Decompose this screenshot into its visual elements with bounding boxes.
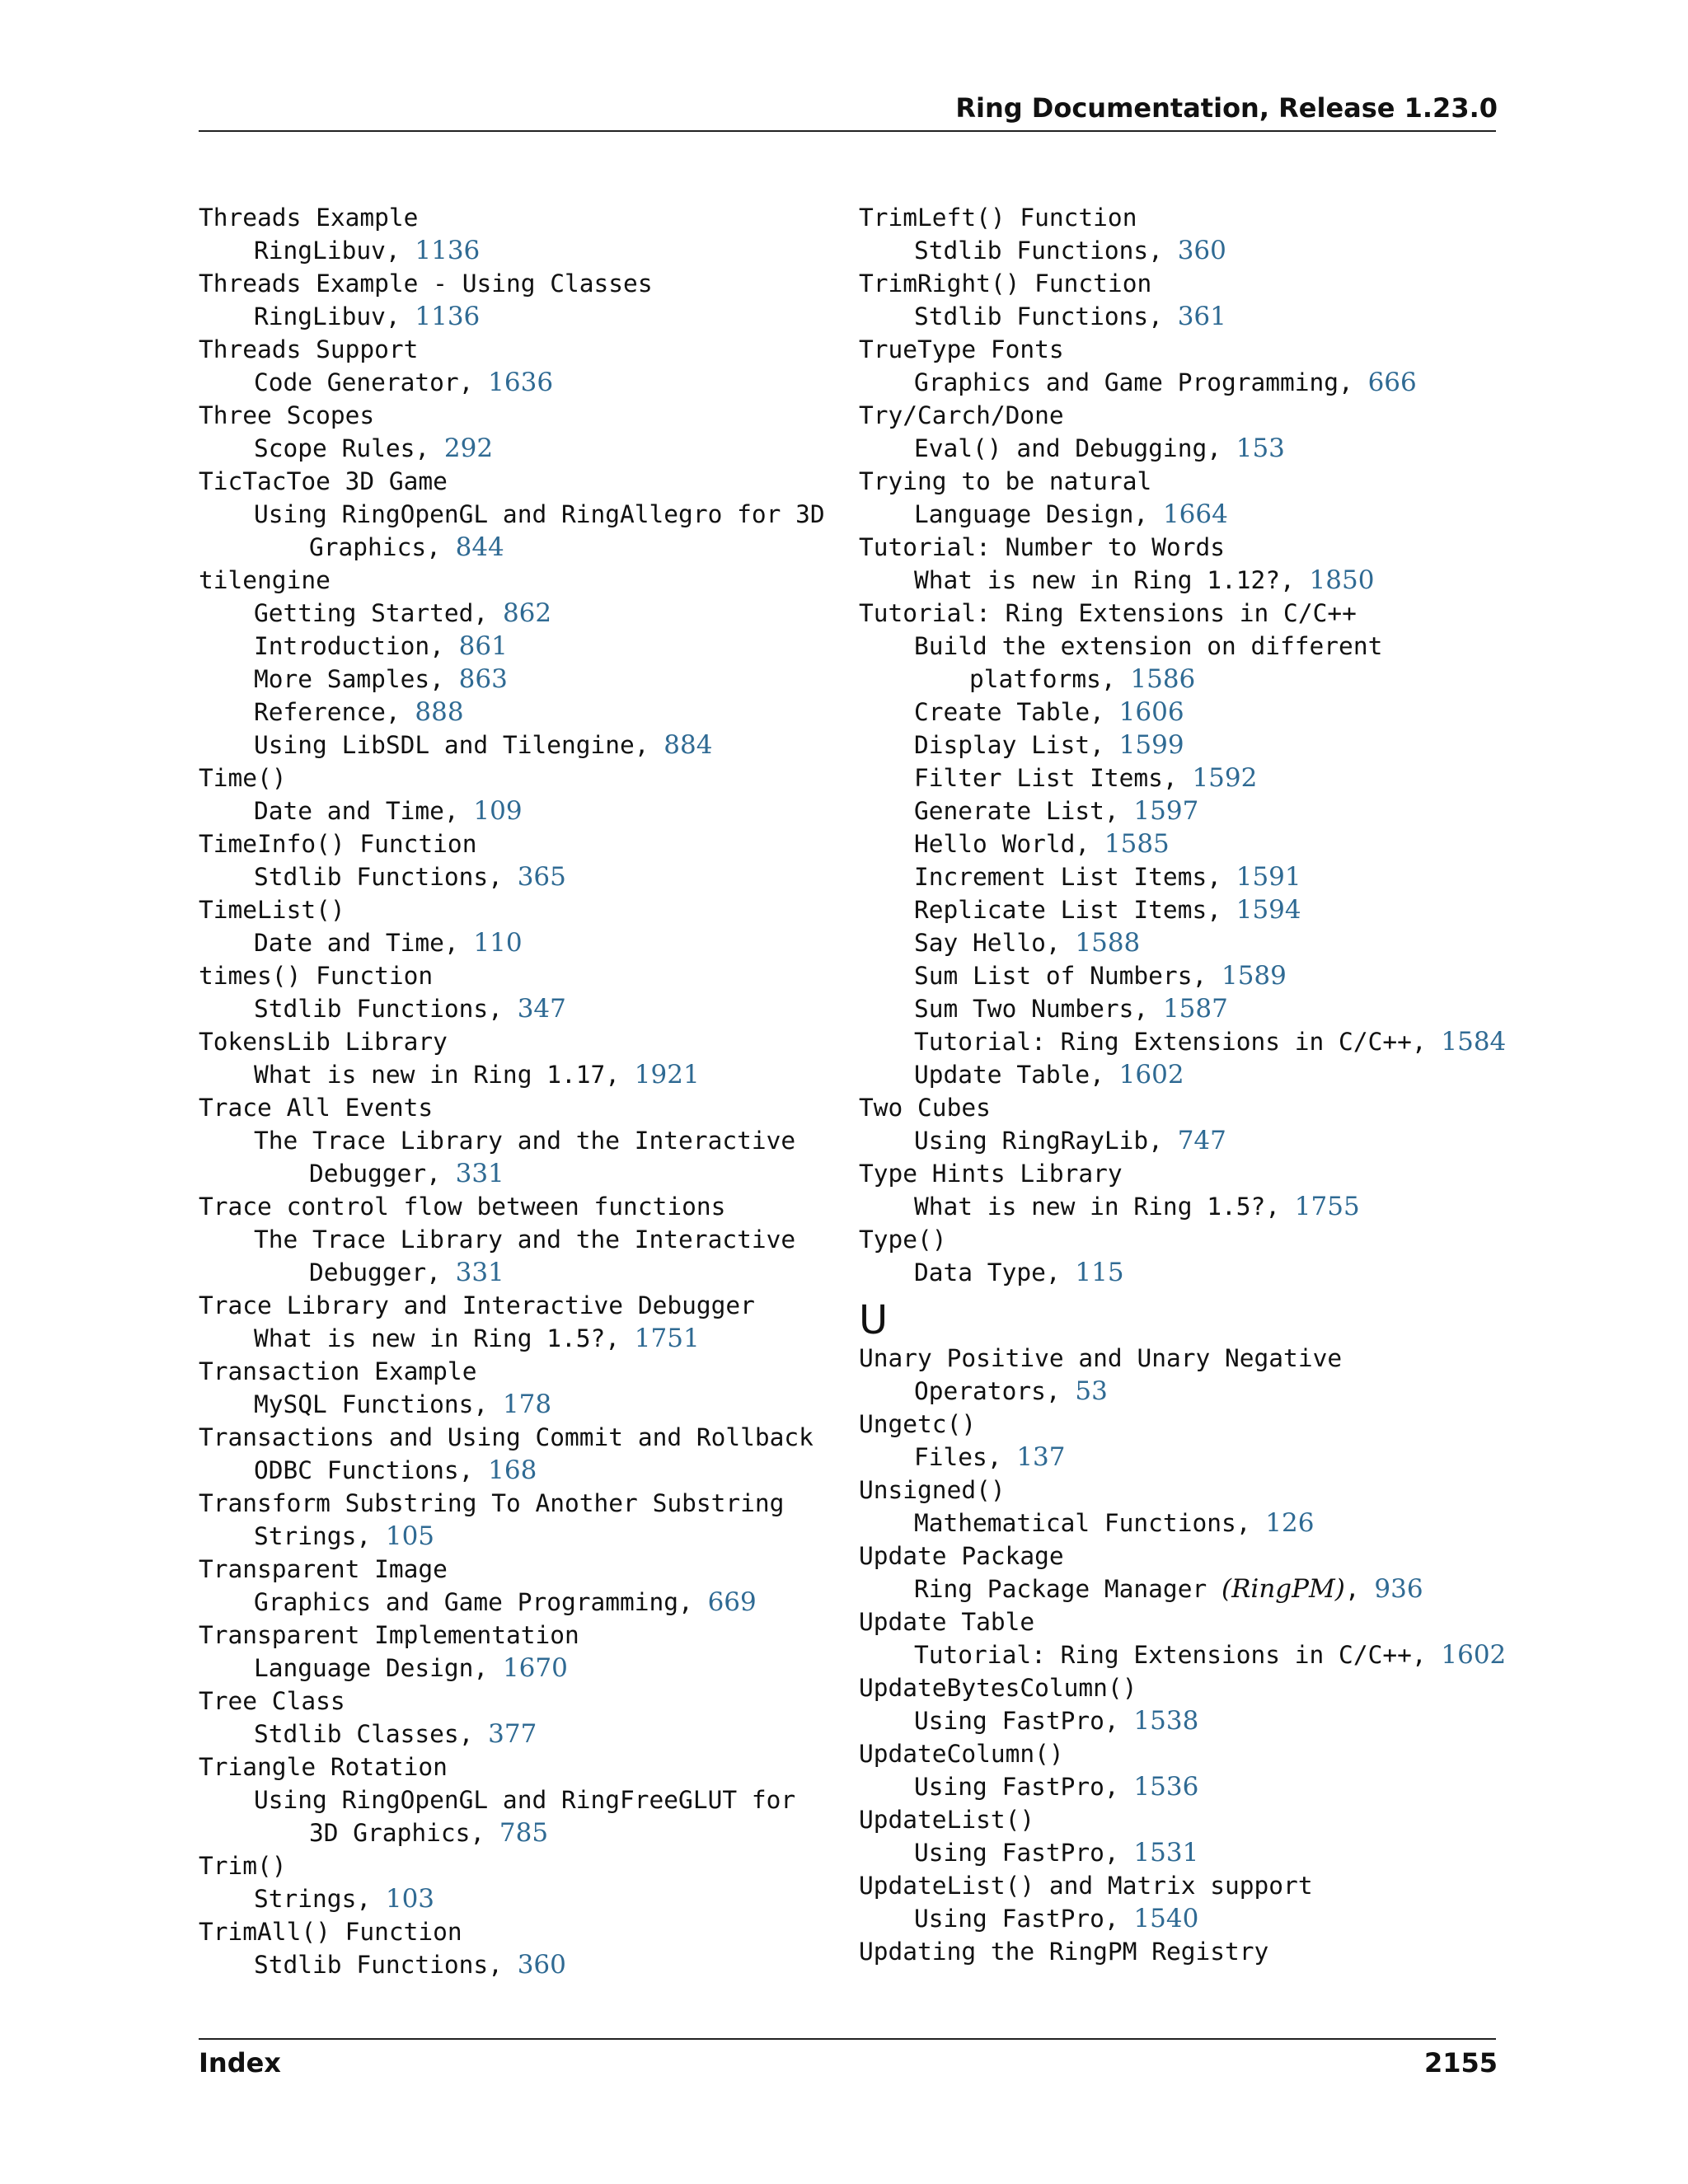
index-term bbox=[859, 1540, 1502, 1572]
index-term bbox=[199, 465, 842, 498]
page-number-link[interactable]: 1536 bbox=[1133, 1772, 1199, 1802]
page-number-link[interactable]: 331 bbox=[455, 1159, 504, 1188]
page-number-link[interactable]: 105 bbox=[385, 1521, 435, 1551]
page-number-link[interactable]: 884 bbox=[663, 730, 713, 760]
entry-text: Language Design, bbox=[914, 500, 1163, 528]
index-subentry bbox=[859, 794, 1502, 827]
page-number-link[interactable]: 1591 bbox=[1236, 862, 1301, 892]
page-number-link[interactable]: 137 bbox=[1016, 1442, 1066, 1472]
entry-text: Stdlib Functions, bbox=[914, 237, 1178, 265]
index-term bbox=[859, 1671, 1502, 1704]
index-term bbox=[199, 201, 842, 234]
page-number-link[interactable]: 1585 bbox=[1104, 829, 1170, 859]
index-term bbox=[199, 959, 842, 992]
page-number-link[interactable]: 1588 bbox=[1075, 928, 1141, 958]
page-number-link[interactable]: 888 bbox=[415, 697, 464, 727]
entry-text: Update Package bbox=[859, 1542, 1064, 1570]
index-subentry bbox=[199, 1322, 842, 1355]
page-number-link[interactable]: 1538 bbox=[1133, 1706, 1199, 1736]
index-subentry-continuation bbox=[859, 663, 1502, 696]
index-subentry bbox=[859, 366, 1502, 399]
entry-text: Trace Library and Interactive Debugger bbox=[199, 1291, 755, 1319]
entry-text: Stdlib Functions, bbox=[914, 302, 1178, 330]
entry-text: Tutorial: Ring Extensions in C/C++, bbox=[914, 1641, 1442, 1669]
page-number-link[interactable]: 785 bbox=[499, 1818, 549, 1848]
entry-text: Sum Two Numbers, bbox=[914, 995, 1163, 1023]
page-number-link[interactable]: 862 bbox=[502, 598, 552, 628]
entry-text: Updating the RingPM Registry bbox=[859, 1938, 1269, 1966]
entry-text: TimeInfo() Function bbox=[199, 830, 477, 858]
entry-text: Threads Support bbox=[199, 335, 419, 363]
page-number-link[interactable]: 1587 bbox=[1162, 994, 1228, 1024]
index-subentry bbox=[859, 1124, 1502, 1157]
entry-text: Stdlib Functions, bbox=[254, 995, 518, 1023]
index-term bbox=[199, 333, 842, 366]
entry-text: TrimAll() Function bbox=[199, 1918, 462, 1946]
entry-text: Mathematical Functions, bbox=[914, 1509, 1266, 1537]
index-subentry bbox=[199, 1388, 842, 1421]
page-number-link[interactable]: 365 bbox=[517, 862, 566, 892]
entry-text: The Trace Library and the Interactive bbox=[254, 1127, 796, 1155]
entry-text: More Samples, bbox=[254, 665, 459, 693]
entry-text: ODBC Functions, bbox=[254, 1456, 489, 1484]
index-subentry-continuation bbox=[199, 531, 842, 564]
index-subentry bbox=[859, 234, 1502, 267]
page-number-link[interactable]: 110 bbox=[473, 928, 523, 958]
entry-text: RingLibuv, bbox=[254, 302, 415, 330]
entry-text: Stdlib Functions, bbox=[254, 1951, 518, 1979]
index-term bbox=[199, 1619, 842, 1652]
index-subentry bbox=[859, 1058, 1502, 1091]
index-term bbox=[199, 893, 842, 926]
page-number-link[interactable]: 1921 bbox=[634, 1060, 700, 1090]
entry-text: What is new in Ring 1.12?, bbox=[914, 566, 1310, 594]
index-subentry bbox=[199, 696, 842, 729]
index-term bbox=[859, 1091, 1502, 1124]
index-term bbox=[199, 827, 842, 860]
index-subentry bbox=[199, 729, 842, 762]
running-header-title: Ring Documentation, Release 1.23.0 bbox=[955, 92, 1498, 124]
entry-text: Type Hints Library bbox=[859, 1160, 1123, 1188]
index-subentry-continuation bbox=[199, 1157, 842, 1190]
index-subentry bbox=[859, 630, 1502, 663]
entry-text: Using RingOpenGL and RingFreeGLUT for bbox=[254, 1786, 796, 1814]
entry-text: TokensLib Library bbox=[199, 1028, 448, 1056]
index-subentry bbox=[199, 366, 842, 399]
entry-text: Unsigned() bbox=[859, 1476, 1006, 1504]
entry-text: RingLibuv, bbox=[254, 237, 415, 265]
index-term bbox=[199, 1421, 842, 1454]
entry-text: Two Cubes bbox=[859, 1094, 991, 1122]
page-number-link[interactable]: 936 bbox=[1374, 1574, 1423, 1604]
index-subentry bbox=[859, 300, 1502, 333]
entry-text: Update Table bbox=[859, 1608, 1035, 1636]
entry-text: Introduction, bbox=[254, 632, 459, 660]
index-term bbox=[859, 1157, 1502, 1190]
index-subentry bbox=[859, 1902, 1502, 1935]
entry-text: Operators, bbox=[914, 1377, 1076, 1405]
index-term bbox=[859, 1342, 1502, 1375]
entry-text: Replicate List Items, bbox=[914, 896, 1236, 924]
index-subentry bbox=[859, 926, 1502, 959]
index-subentry bbox=[859, 564, 1502, 597]
index-term bbox=[199, 1289, 842, 1322]
entry-text: Code Generator, bbox=[254, 368, 489, 396]
index-column-right bbox=[859, 201, 1507, 1968]
entry-text: Using RingRayLib, bbox=[914, 1127, 1178, 1155]
page-number-link[interactable]: 1594 bbox=[1236, 895, 1301, 925]
page-number-link[interactable]: 103 bbox=[385, 1884, 435, 1914]
page-number-link[interactable]: 168 bbox=[488, 1455, 537, 1485]
index-subentry bbox=[199, 1718, 842, 1750]
index-subentry bbox=[199, 630, 842, 663]
index-subentry bbox=[859, 1572, 1502, 1605]
entry-text: Transaction Example bbox=[199, 1357, 477, 1385]
page-number-link[interactable]: 1589 bbox=[1221, 961, 1287, 991]
entry-text: Debugger, bbox=[309, 1160, 456, 1188]
page-number-link[interactable]: 1599 bbox=[1118, 730, 1184, 760]
index-subentry bbox=[859, 729, 1502, 762]
entry-text: UpdateBytesColumn() bbox=[859, 1674, 1137, 1702]
index-subentry bbox=[859, 432, 1502, 465]
page-number-link[interactable]: 1136 bbox=[415, 236, 481, 265]
entry-text: Reference, bbox=[254, 698, 415, 726]
entry-text: Eval() and Debugging, bbox=[914, 434, 1236, 462]
entry-text: Using FastPro, bbox=[914, 1905, 1134, 1933]
entry-text: Threads Example - Using Classes bbox=[199, 269, 653, 298]
index-subentry bbox=[199, 663, 842, 696]
index-subentry bbox=[859, 1507, 1502, 1540]
entry-text: Scope Rules, bbox=[254, 434, 444, 462]
index-term bbox=[199, 1849, 842, 1882]
index-subentry bbox=[859, 1441, 1502, 1474]
index-column-left bbox=[199, 201, 842, 1981]
index-letter-heading: U bbox=[859, 1297, 889, 1343]
entry-separator: , bbox=[1344, 1575, 1375, 1603]
page-number-link[interactable]: 1636 bbox=[488, 368, 554, 397]
page-number-link[interactable]: 347 bbox=[517, 994, 566, 1024]
index-term bbox=[859, 1474, 1502, 1507]
page-number-link[interactable]: 669 bbox=[707, 1587, 757, 1617]
entry-text: Sum List of Numbers, bbox=[914, 962, 1221, 990]
page-number-link[interactable]: 377 bbox=[488, 1719, 537, 1749]
entry-text: Trace All Events bbox=[199, 1094, 434, 1122]
entry-text: Ungetc() bbox=[859, 1410, 977, 1438]
index-subentry bbox=[199, 926, 842, 959]
index-subentry bbox=[199, 860, 842, 893]
entry-text: Generate List, bbox=[914, 797, 1134, 825]
entry-text: times() Function bbox=[199, 962, 434, 990]
entry-text: tilengine bbox=[199, 566, 331, 594]
page-number-link[interactable]: 360 bbox=[1177, 236, 1226, 265]
index-subentry bbox=[859, 992, 1502, 1025]
index-term bbox=[199, 1487, 842, 1520]
entry-text: Using RingOpenGL and RingAllegro for 3D bbox=[254, 500, 825, 528]
entry-text: 3D Graphics, bbox=[309, 1819, 499, 1847]
page-number-link[interactable]: 844 bbox=[455, 532, 504, 562]
entry-text: Filter List Items, bbox=[914, 764, 1193, 792]
index-subentry bbox=[859, 498, 1502, 531]
entry-text: What is new in Ring 1.5?, bbox=[914, 1193, 1295, 1221]
index-term bbox=[199, 1685, 842, 1718]
entry-text: Say Hello, bbox=[914, 929, 1076, 957]
page-number-link[interactable]: 1586 bbox=[1130, 664, 1196, 694]
index-subentry bbox=[199, 1783, 842, 1816]
page-number-link[interactable]: 1606 bbox=[1118, 697, 1184, 727]
entry-text: Transform Substring To Another Substring bbox=[199, 1489, 785, 1517]
entry-text: MySQL Functions, bbox=[254, 1390, 503, 1418]
index-subentry bbox=[199, 234, 842, 267]
index-subentry bbox=[199, 1882, 842, 1915]
index-subentry-continuation bbox=[199, 1256, 842, 1289]
index-subentry bbox=[199, 794, 842, 827]
index-term bbox=[199, 1091, 842, 1124]
entry-text: Hello World, bbox=[914, 830, 1104, 858]
page-number-link[interactable]: 109 bbox=[473, 796, 523, 826]
entry-text: Date and Time, bbox=[254, 797, 474, 825]
entry-text: What is new in Ring 1.5?, bbox=[254, 1324, 635, 1352]
index-subentry bbox=[199, 432, 842, 465]
page-number-link[interactable]: 1592 bbox=[1192, 763, 1258, 793]
index-term bbox=[859, 597, 1502, 630]
index-subentry bbox=[199, 300, 842, 333]
index-term bbox=[859, 1223, 1502, 1256]
entry-text: Trying to be natural bbox=[859, 467, 1152, 495]
index-term bbox=[859, 1737, 1502, 1770]
entry-text: Date and Time, bbox=[254, 929, 474, 957]
index-subentry bbox=[859, 1770, 1502, 1803]
entry-text: Create Table, bbox=[914, 698, 1119, 726]
entry-italic-text: (RingPM) bbox=[1221, 1574, 1345, 1604]
index-subentry bbox=[199, 597, 842, 630]
entry-text: Stdlib Classes, bbox=[254, 1720, 489, 1748]
index-term bbox=[199, 762, 842, 794]
entry-text: Transparent Image bbox=[199, 1555, 448, 1583]
entry-text: The Trace Library and the Interactive bbox=[254, 1226, 796, 1254]
entry-text: UpdateList() bbox=[859, 1806, 1035, 1834]
entry-text: Stdlib Functions, bbox=[254, 863, 518, 891]
entry-text: TimeList() bbox=[199, 896, 345, 924]
entry-text: Using FastPro, bbox=[914, 1773, 1134, 1801]
index-term bbox=[859, 1605, 1502, 1638]
index-subentry bbox=[859, 860, 1502, 893]
index-term bbox=[859, 201, 1502, 234]
index-subentry bbox=[199, 1058, 842, 1091]
entry-text: Tutorial: Ring Extensions in C/C++, bbox=[914, 1028, 1442, 1056]
entry-text: Three Scopes bbox=[199, 401, 375, 429]
entry-text: Display List, bbox=[914, 731, 1119, 759]
entry-text: Try/Carch/Done bbox=[859, 401, 1064, 429]
entry-text: Tree Class bbox=[199, 1687, 345, 1715]
footer-page-number: 2155 bbox=[1423, 2047, 1498, 2079]
entry-text: Graphics and Game Programming, bbox=[254, 1588, 708, 1616]
index-subentry bbox=[199, 1586, 842, 1619]
entry-text: Using FastPro, bbox=[914, 1839, 1134, 1867]
page-number-link[interactable]: 1670 bbox=[502, 1653, 568, 1683]
index-subentry bbox=[199, 1454, 842, 1487]
entry-text: Graphics, bbox=[309, 533, 456, 561]
entry-text: Data Type, bbox=[914, 1258, 1076, 1286]
page-number-link[interactable]: 1540 bbox=[1133, 1904, 1199, 1933]
index-subentry bbox=[199, 1124, 842, 1157]
entry-text: Transactions and Using Commit and Rollback bbox=[199, 1423, 814, 1451]
page-number-link[interactable]: 292 bbox=[443, 434, 494, 463]
index-subentry bbox=[859, 1704, 1502, 1737]
index-term bbox=[199, 564, 842, 597]
entry-text: Threads Example bbox=[199, 204, 419, 232]
index-subentry bbox=[199, 1652, 842, 1685]
entry-text: What is new in Ring 1.17, bbox=[254, 1061, 635, 1089]
entry-text: Strings, bbox=[254, 1522, 386, 1550]
entry-text: Trim() bbox=[199, 1852, 287, 1880]
page-number-link[interactable]: 1664 bbox=[1162, 499, 1228, 529]
entry-text: Graphics and Game Programming, bbox=[914, 368, 1368, 396]
index-term bbox=[859, 1803, 1502, 1836]
page-number-link[interactable]: 361 bbox=[1177, 302, 1226, 331]
page-number-link[interactable]: 747 bbox=[1177, 1126, 1226, 1155]
page-number-link[interactable]: 331 bbox=[455, 1258, 504, 1287]
index-subentry bbox=[859, 893, 1502, 926]
page-number-link[interactable]: 1597 bbox=[1133, 796, 1199, 826]
index-term bbox=[199, 1553, 842, 1586]
page-number-link[interactable]: 1602 bbox=[1441, 1640, 1507, 1670]
entry-text: Ring Package Manager bbox=[914, 1575, 1221, 1603]
footer-section-label: Index bbox=[199, 2047, 281, 2079]
entry-text: Update Table, bbox=[914, 1061, 1119, 1089]
page-number-link[interactable]: 1531 bbox=[1133, 1838, 1199, 1868]
index-term bbox=[859, 399, 1502, 432]
page-number-link[interactable]: 178 bbox=[502, 1390, 552, 1419]
index-subentry bbox=[199, 1520, 842, 1553]
entry-text: TrueType Fonts bbox=[859, 335, 1064, 363]
entry-text: TrimLeft() Function bbox=[859, 204, 1137, 232]
index-subentry bbox=[859, 827, 1502, 860]
index-subentry bbox=[859, 959, 1502, 992]
index-subentry bbox=[199, 498, 842, 531]
page-number-link[interactable]: 1602 bbox=[1118, 1060, 1184, 1090]
page-number-link[interactable]: 1584 bbox=[1441, 1027, 1507, 1057]
page-number-link[interactable]: 1755 bbox=[1294, 1192, 1360, 1221]
page-number-link[interactable]: 1850 bbox=[1309, 565, 1375, 595]
entry-text: Time() bbox=[199, 764, 287, 792]
index-subentry bbox=[859, 696, 1502, 729]
entry-text: Tutorial: Ring Extensions in C/C++ bbox=[859, 599, 1357, 627]
entry-text: Getting Started, bbox=[254, 599, 503, 627]
entry-text: Increment List Items, bbox=[914, 863, 1236, 891]
index-subentry bbox=[199, 1948, 842, 1981]
entry-text: Type() bbox=[859, 1226, 947, 1254]
index-subentry bbox=[199, 992, 842, 1025]
index-term bbox=[199, 267, 842, 300]
entry-text: Transparent Implementation bbox=[199, 1621, 579, 1649]
page-number-link[interactable]: 360 bbox=[517, 1950, 566, 1980]
index-subentry bbox=[199, 1223, 842, 1256]
page-number-link[interactable]: 1751 bbox=[634, 1324, 700, 1353]
entry-text: TicTacToe 3D Game bbox=[199, 467, 448, 495]
entry-text: Trace control flow between functions bbox=[199, 1193, 726, 1221]
index-term bbox=[859, 333, 1502, 366]
entry-text: Files, bbox=[914, 1443, 1017, 1471]
index-subentry bbox=[859, 1256, 1502, 1289]
entry-text: Language Design, bbox=[254, 1654, 503, 1682]
index-term bbox=[199, 399, 842, 432]
header-rule bbox=[199, 130, 1496, 132]
page-number-link[interactable]: 666 bbox=[1367, 368, 1417, 397]
index-subentry bbox=[859, 1025, 1507, 1058]
index-subentry-continuation bbox=[199, 1816, 842, 1849]
index-term bbox=[199, 1355, 842, 1388]
index-term bbox=[199, 1190, 842, 1223]
page-number-link[interactable]: 863 bbox=[458, 664, 508, 694]
index-term bbox=[859, 1869, 1502, 1902]
footer-rule bbox=[199, 2038, 1496, 2040]
index-term bbox=[859, 1408, 1502, 1441]
index-subentry bbox=[859, 1638, 1507, 1671]
index-term bbox=[859, 531, 1502, 564]
entry-text: platforms, bbox=[969, 665, 1131, 693]
index-term bbox=[859, 465, 1502, 498]
entry-text: Strings, bbox=[254, 1885, 386, 1913]
entry-text: Build the extension on different bbox=[914, 632, 1383, 660]
index-term bbox=[199, 1915, 842, 1948]
index-term bbox=[859, 267, 1502, 300]
page-number-link[interactable]: 126 bbox=[1265, 1508, 1315, 1538]
index-term bbox=[859, 1935, 1502, 1968]
index-subentry bbox=[859, 1190, 1502, 1223]
page-number-link[interactable]: 1136 bbox=[415, 302, 481, 331]
page-number-link[interactable]: 115 bbox=[1075, 1258, 1124, 1287]
index-subentry bbox=[859, 1375, 1502, 1408]
index-term bbox=[199, 1750, 842, 1783]
index-subentry bbox=[859, 1836, 1502, 1869]
page-number-link[interactable]: 861 bbox=[458, 631, 508, 661]
entry-text: Triangle Rotation bbox=[199, 1753, 448, 1781]
entry-text: TrimRight() Function bbox=[859, 269, 1152, 298]
entry-text: UpdateList() and Matrix support bbox=[859, 1872, 1313, 1900]
page-number-link[interactable]: 153 bbox=[1236, 434, 1285, 463]
entry-text: Using FastPro, bbox=[914, 1707, 1134, 1735]
entry-text: Unary Positive and Unary Negative bbox=[859, 1344, 1343, 1372]
entry-text: UpdateColumn() bbox=[859, 1740, 1064, 1768]
index-term bbox=[199, 1025, 842, 1058]
entry-text: Debugger, bbox=[309, 1258, 456, 1286]
index-subentry bbox=[859, 762, 1502, 794]
entry-text: Tutorial: Number to Words bbox=[859, 533, 1226, 561]
entry-text: Using LibSDL and Tilengine, bbox=[254, 731, 664, 759]
page-number-link[interactable]: 53 bbox=[1075, 1376, 1108, 1406]
